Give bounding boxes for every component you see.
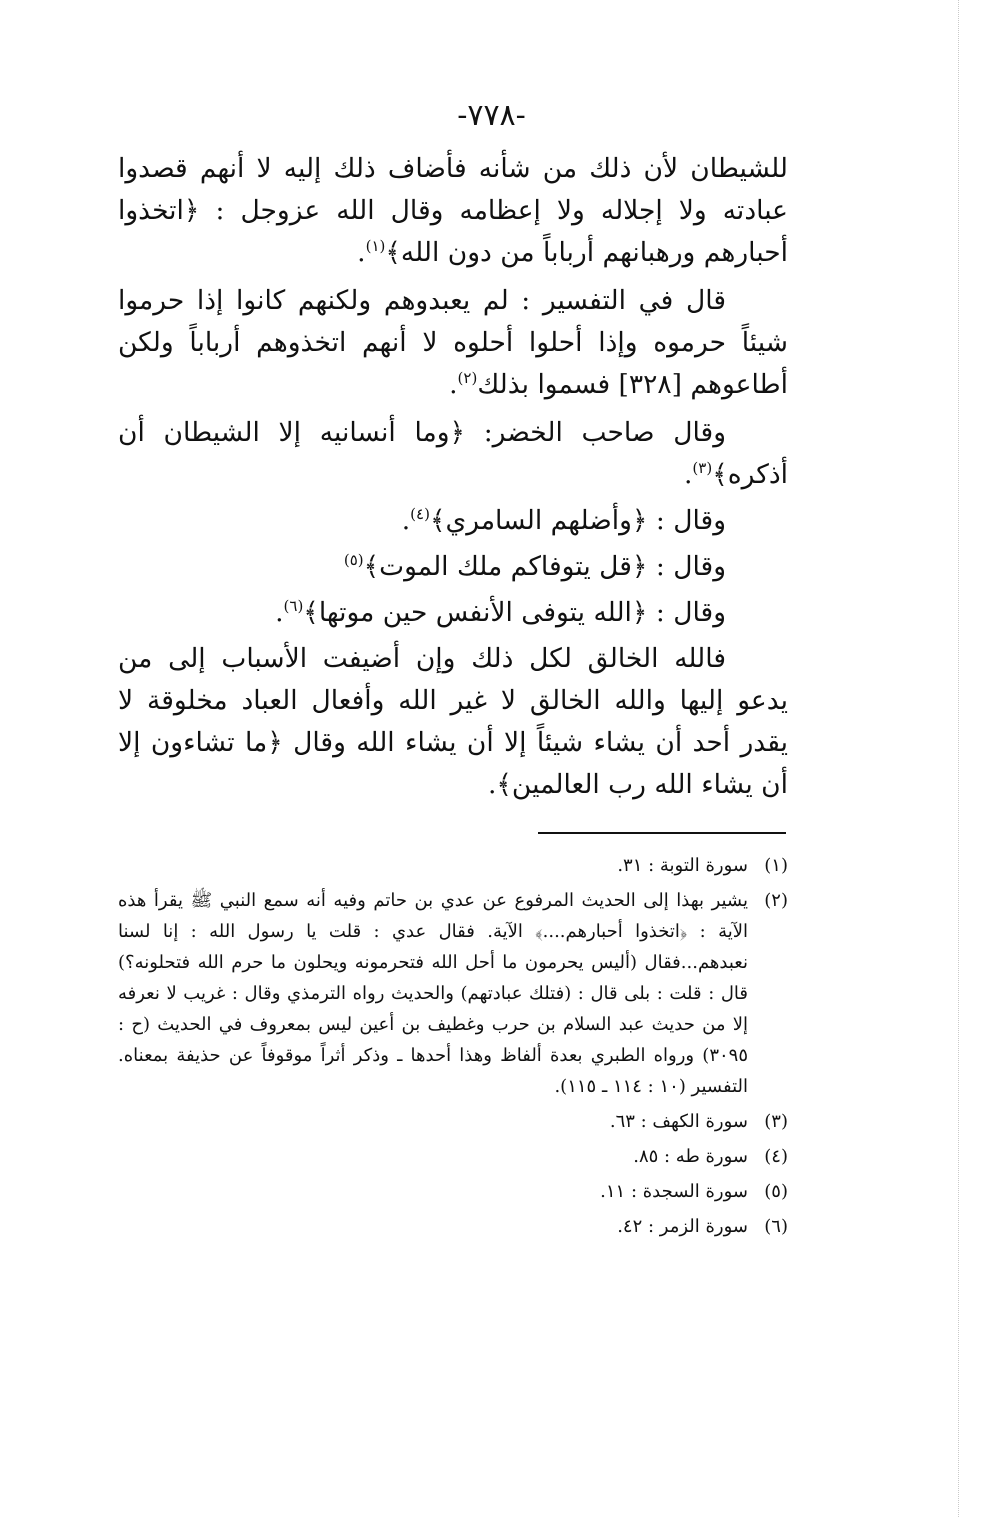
paragraph-tail: . (449, 369, 458, 400)
paragraph-text: فالله الخالق لكل ذلك وإن أضيفت الأسباب إلى من يدعو إليها والله الخالق لا غير الله وأفعال العباد مخلوقة لا يقدر أحد أن يشاء شيئاً إلا أن يشاء الله وقال ﴿ما تشاءون إلا أن يشاء الله رب العالمين﴾. (118, 643, 788, 800)
paragraph-text: للشيطان لأن ذلك من شأنه فأضاف ذلك إليه لا أنهم قصدوا عبادته ولا إجلاله ولا إعظامه وقال الله عزوجل : ﴿اتخذوا أحبارهم ورهبانهم أرباباً من دون الله﴾ (118, 153, 788, 268)
footnote-text: سورة طه : ٨٥. (633, 1146, 748, 1167)
footnote-ref: (٦) (283, 597, 304, 616)
footnote (118, 1106, 788, 1137)
footnote (118, 1211, 788, 1242)
paragraph-tail: . (401, 505, 411, 536)
footnote-ref: (٢) (457, 369, 478, 388)
paragraph-tail: . (357, 237, 366, 268)
paragraph (118, 500, 788, 542)
footnote-text: سورة الزمر : ٤٢. (617, 1216, 748, 1237)
paragraph (118, 412, 788, 496)
page-edge-line (958, 0, 959, 1517)
paragraph (118, 546, 788, 588)
paragraph-text: وقال صاحب الخضر: ﴿وما أنسانيه إلا الشيطان أن أذكره﴾ (118, 417, 788, 490)
footnote-ref: (٣) (692, 459, 713, 478)
footnote-text: سورة الكهف : ٦٣. (609, 1111, 748, 1132)
page-number: -٧٧٨- (457, 98, 526, 133)
footnote-separator (538, 832, 786, 834)
footnote-ref: (١) (365, 237, 386, 256)
paragraph-tail: . (683, 459, 693, 490)
footnote (118, 850, 788, 881)
paragraph (118, 148, 788, 274)
footnote-number: (٢) (764, 890, 788, 911)
footnote-number: (١) (764, 855, 788, 876)
paragraph (118, 592, 788, 634)
paragraph-text: وقال : ﴿وأضلهم السامري﴾ (429, 505, 726, 536)
footnotes (118, 850, 788, 1246)
footnote-text: سورة السجدة : ١١. (600, 1181, 748, 1202)
footnote-number: (٥) (764, 1181, 788, 1202)
footnote-number: (٤) (764, 1146, 788, 1167)
main-text (118, 148, 788, 812)
paragraph-text: قال في التفسير : لم يعبدوهم ولكنهم كانوا إذا حرموا شيئاً حرموه وإذا أحلوا أحلوه لا أنهم اتخذوهم أرباباً ولكن أطاعوهم [٣٢٨] فسموا بذلك (118, 285, 788, 400)
paragraph (118, 280, 788, 406)
footnote (118, 885, 788, 1102)
paragraph-text: وقال : ﴿قل يتوفاكم ملك الموت﴾ (363, 551, 726, 582)
paragraph-tail: . (275, 597, 284, 628)
footnote-number: (٣) (764, 1111, 788, 1132)
footnote-ref: (٥) (343, 551, 364, 570)
footnote (118, 1176, 788, 1207)
paragraph (118, 638, 788, 806)
footnote-text: يشير بهذا إلى الحديث المرفوع عن عدي بن حاتم وفيه أنه سمع النبي ﷺ يقرأ هذه الآية : ﴿اتخذوا أحبارهم....﴾ الآية. فقال عدي : قلت يا رسول الله : إنا لسنا نعبدهم...فقال (أليس يحرمون ما أحل الله فتحرمونه ويحلون ما حرم الله فتحلونه؟) قال : قلت : بلى قال : (فتلك عبادتهم) والحديث رواه الترمذي وقال : غريب لا نعرفه إلا من حديث عبد السلام بن حرب وغطيف بن أعين ليس بمعروف في الحديث (ح : ٣٠٩٥) ورواه الطبري بعدة ألفاظ وهذا أحدها ـ وذكر أثراً موقوفاً عن حذيفة بمعناه. التفسير (١٠ : ١١٤ ـ ١١٥). (118, 890, 749, 1097)
footnote-text: سورة التوبة : ٣١. (617, 855, 748, 876)
footnote (118, 1141, 788, 1172)
footnote-ref: (٤) (410, 505, 430, 524)
paragraph-text: وقال : ﴿الله يتوفى الأنفس حين موتها﴾ (303, 597, 726, 628)
footnote-number: (٦) (764, 1216, 788, 1237)
